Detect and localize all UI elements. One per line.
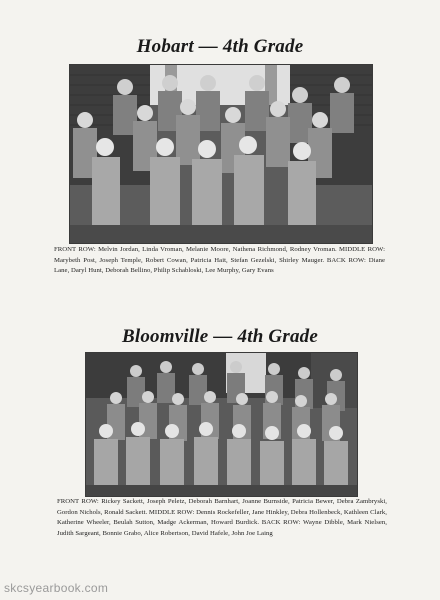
bloomville-caption-text: FRONT ROW: Rickey Sackett, Joseph Peletz, Deborah Barnhart, Joanne Burnside, Patricia Bewer, Debra Zambryski, Gordon Nichols, Ronald Sackett. MIDDLE ROW: Dennis Rockefeller, Jane Hinkley, Debra Hollenbeck, Kathleen Clark, Katherine Wheeler, Beulah Sutton, Madge Ackerman, Howard Burdick. BACK ROW: Wayne Dibble, Mark Nielsen, Judith Sargeant, Bonnie Grabo, Alice Robertson, David Hafele, John Joe Laing [57,498,387,537]
hobart-section-title: Hobart — 4th Grade [136,36,304,57]
hobart-photo-illustration [70,65,372,243]
hobart-class-photo [69,64,373,244]
bloomville-photo-caption [57,497,387,539]
bloomville-section-title: Bloomville — 4th Grade [122,326,318,347]
bloomville-photo-illustration [86,353,357,496]
hobart-caption-text: FRONT ROW: Melvin Jordan, Linda Vroman, Melanie Moore, Nathena Richmond, Rodney Vroman. MIDDLE ROW: Marybeth Post, Joseph Temple, Robert Cowan, Patricia Hait, Stefan Gezelski, Shirley Mauger. BACK ROW: Diane Lane, Daryl Hunt, Deborah Bellino, Philip Schabloski, Lee Murphy, Gary Evans [54,246,385,275]
hobart-photo-caption [54,245,385,277]
site-watermark: skcsyearbook.com [4,581,109,595]
bloomville-class-photo [85,352,358,497]
